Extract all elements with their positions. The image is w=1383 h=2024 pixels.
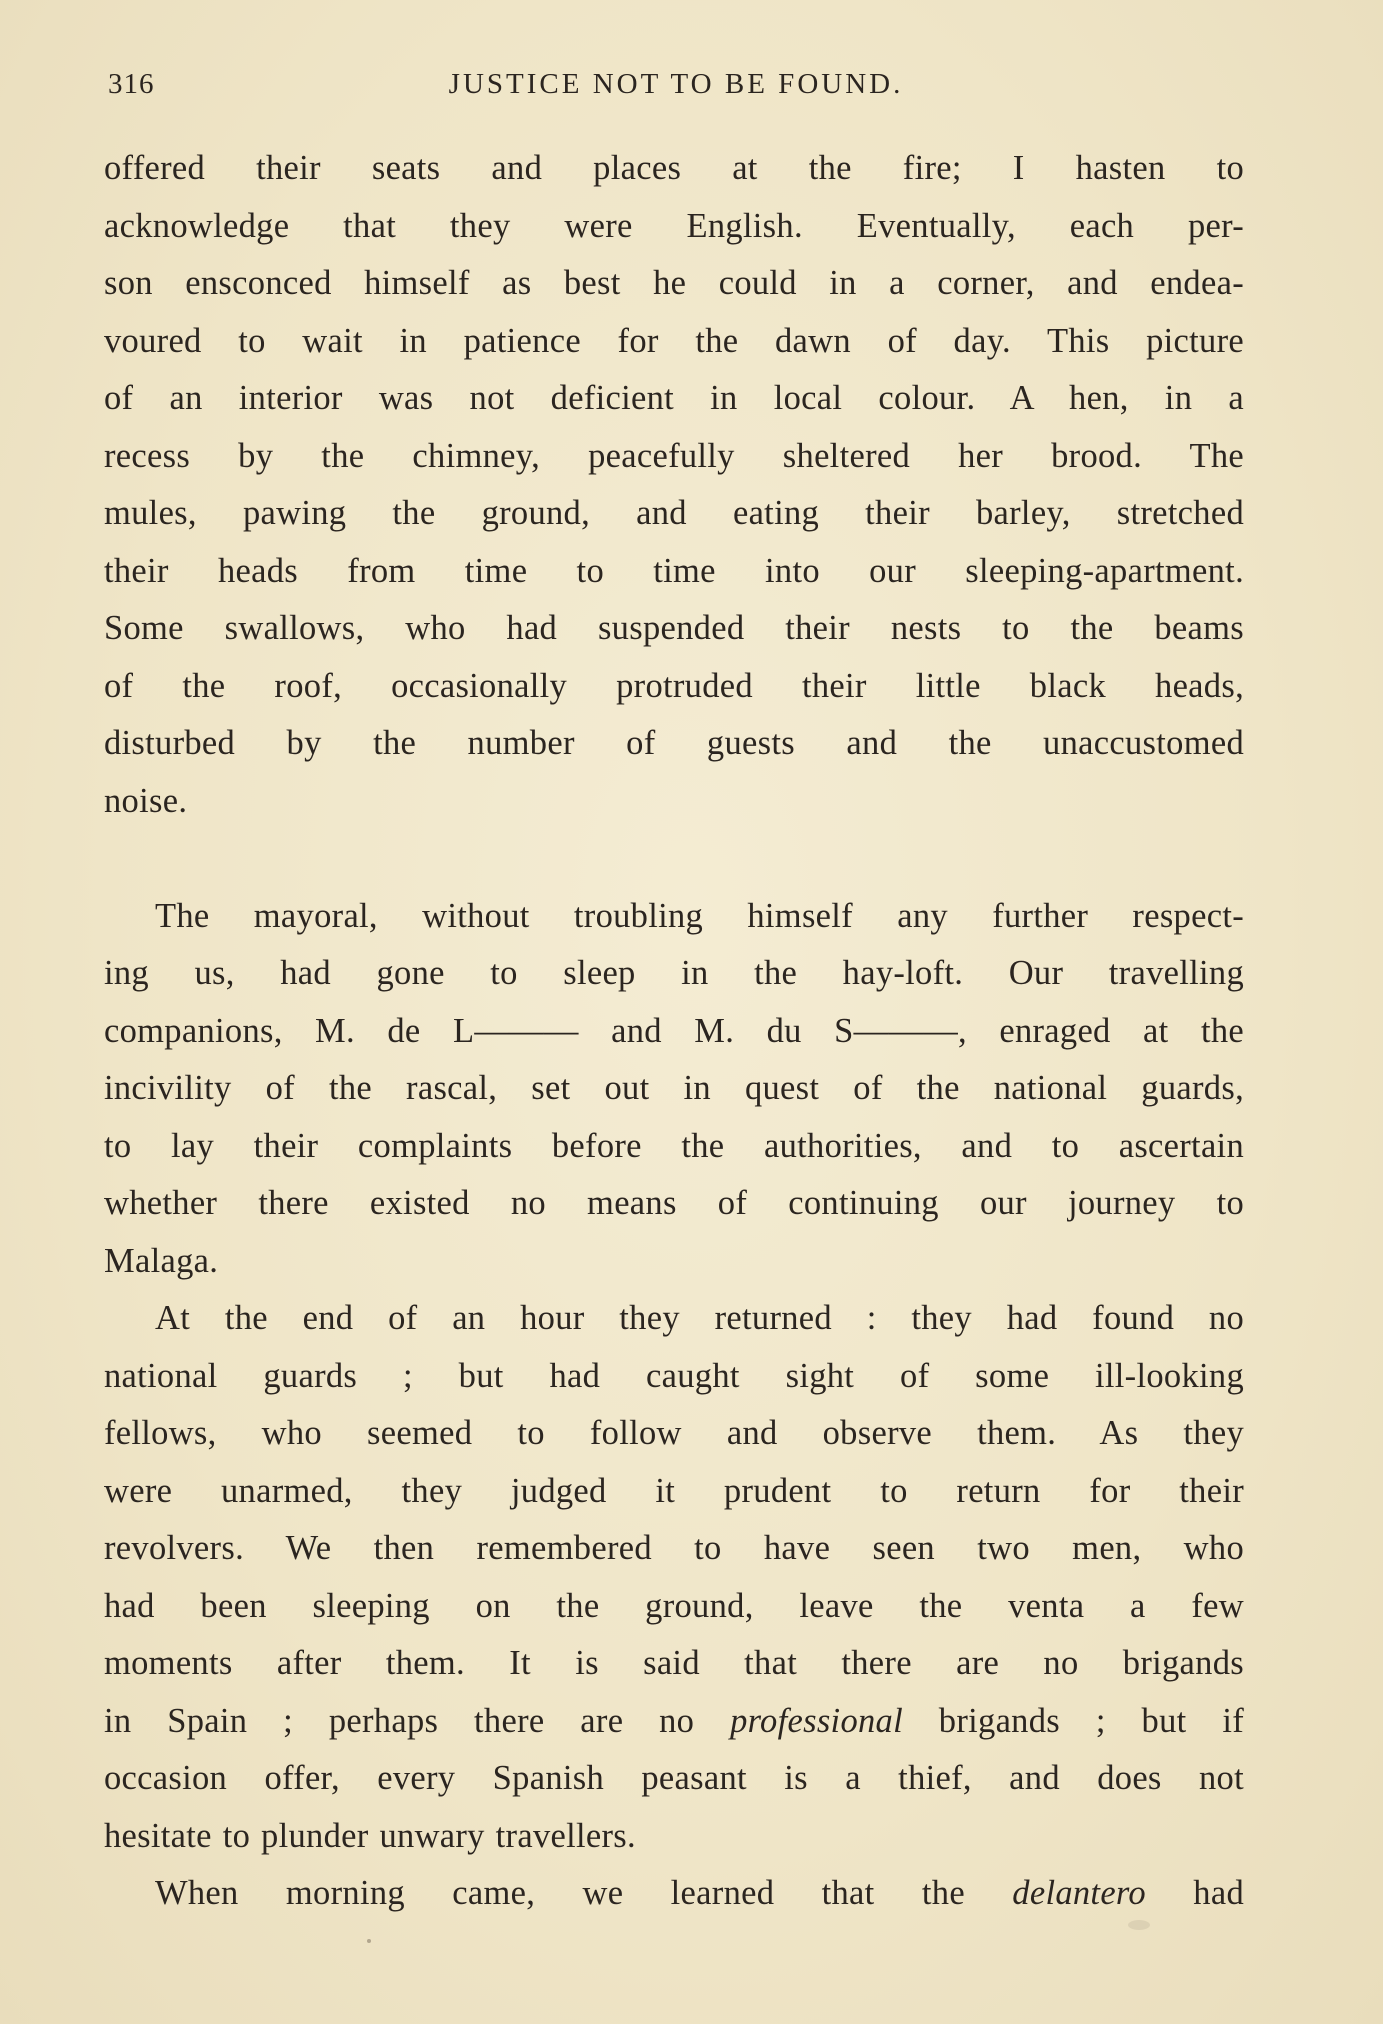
paragraph — [104, 888, 1244, 1291]
paragraph — [104, 140, 1244, 830]
text-line: At the end of an hour they returned : they had found no — [155, 1299, 1244, 1337]
paragraph-gap — [104, 830, 1244, 888]
text-line: occasion offer, every Spanish peasant is a thief, and does not — [104, 1759, 1244, 1797]
text-line — [104, 1693, 1244, 1751]
italic-text: professional — [730, 1701, 903, 1740]
text-line: had been sleeping on the ground, leave the venta a few — [104, 1586, 1244, 1625]
text-line: of the roof, occasionally protruded their little black heads, — [104, 666, 1244, 705]
text-line: to lay their complaints before the authorities, and to ascertain — [104, 1126, 1244, 1165]
text-line: The mayoral, without troubling himself any further respect- — [155, 896, 1244, 935]
text-line: their heads from time to time into our sleeping-apartment. — [104, 551, 1244, 590]
body-text — [104, 140, 1244, 1923]
text-line: moments after them. It is said that there are no brigands — [104, 1644, 1244, 1682]
text-line: disturbed by the number of guests and the unaccustomed — [104, 724, 1244, 762]
page-number: 316 — [108, 68, 155, 100]
text-line: incivility of the rascal, set out in quest of the national guards, — [104, 1069, 1244, 1107]
paragraph — [104, 1865, 1244, 1923]
text-line — [104, 1865, 1244, 1923]
text-line: son ensconced himself as best he could in a corner, and endea- — [104, 264, 1244, 302]
paper-stain — [1128, 1920, 1150, 1930]
text-line: voured to wait in patience for the dawn of day. This picture — [104, 321, 1244, 360]
text-line: hesitate to plunder unwary travellers. — [104, 1816, 636, 1855]
text-line: were unarmed, they judged it prudent to return for their — [104, 1471, 1244, 1510]
text-line: national guards ; but had caught sight of some ill-looking — [104, 1356, 1244, 1395]
text-line: noise. — [104, 781, 188, 820]
page-header — [108, 68, 1244, 108]
text-line: offered their seats and places at the fire; I hasten to — [104, 149, 1244, 187]
text-segment: had — [1145, 1874, 1244, 1912]
text-line: fellows, who seemed to follow and observe them. As they — [104, 1414, 1244, 1452]
text-line: revolvers. We then remembered to have seen two men, who — [104, 1529, 1244, 1567]
text-segment: brigands ; but if — [902, 1701, 1244, 1740]
text-line: acknowledge that they were English. Eventually, each per- — [104, 206, 1244, 245]
paragraph — [104, 1290, 1244, 1865]
text-line: recess by the chimney, peacefully sheltered her brood. The — [104, 436, 1244, 475]
text-line: Some swallows, who had suspended their nests to the beams — [104, 609, 1244, 647]
text-line: companions, M. de L——— and M. du S———, enraged at the — [104, 1011, 1244, 1050]
text-line: Malaga. — [104, 1241, 219, 1280]
text-line: of an interior was not deficient in local colour. A hen, in a — [104, 379, 1244, 417]
text-segment: in Spain ; perhaps there are no — [104, 1701, 731, 1740]
text-segment: When morning came, we learned that the — [155, 1874, 1013, 1912]
paper-speck — [367, 1939, 371, 1943]
text-line: mules, pawing the ground, and eating their barley, stretched — [104, 494, 1244, 532]
italic-text: delantero — [1012, 1874, 1146, 1912]
text-line: ing us, had gone to sleep in the hay-loft. Our travelling — [104, 954, 1244, 992]
text-line: whether there existed no means of continuing our journey to — [104, 1184, 1244, 1222]
running-title: JUSTICE NOT TO BE FOUND. — [448, 68, 904, 100]
